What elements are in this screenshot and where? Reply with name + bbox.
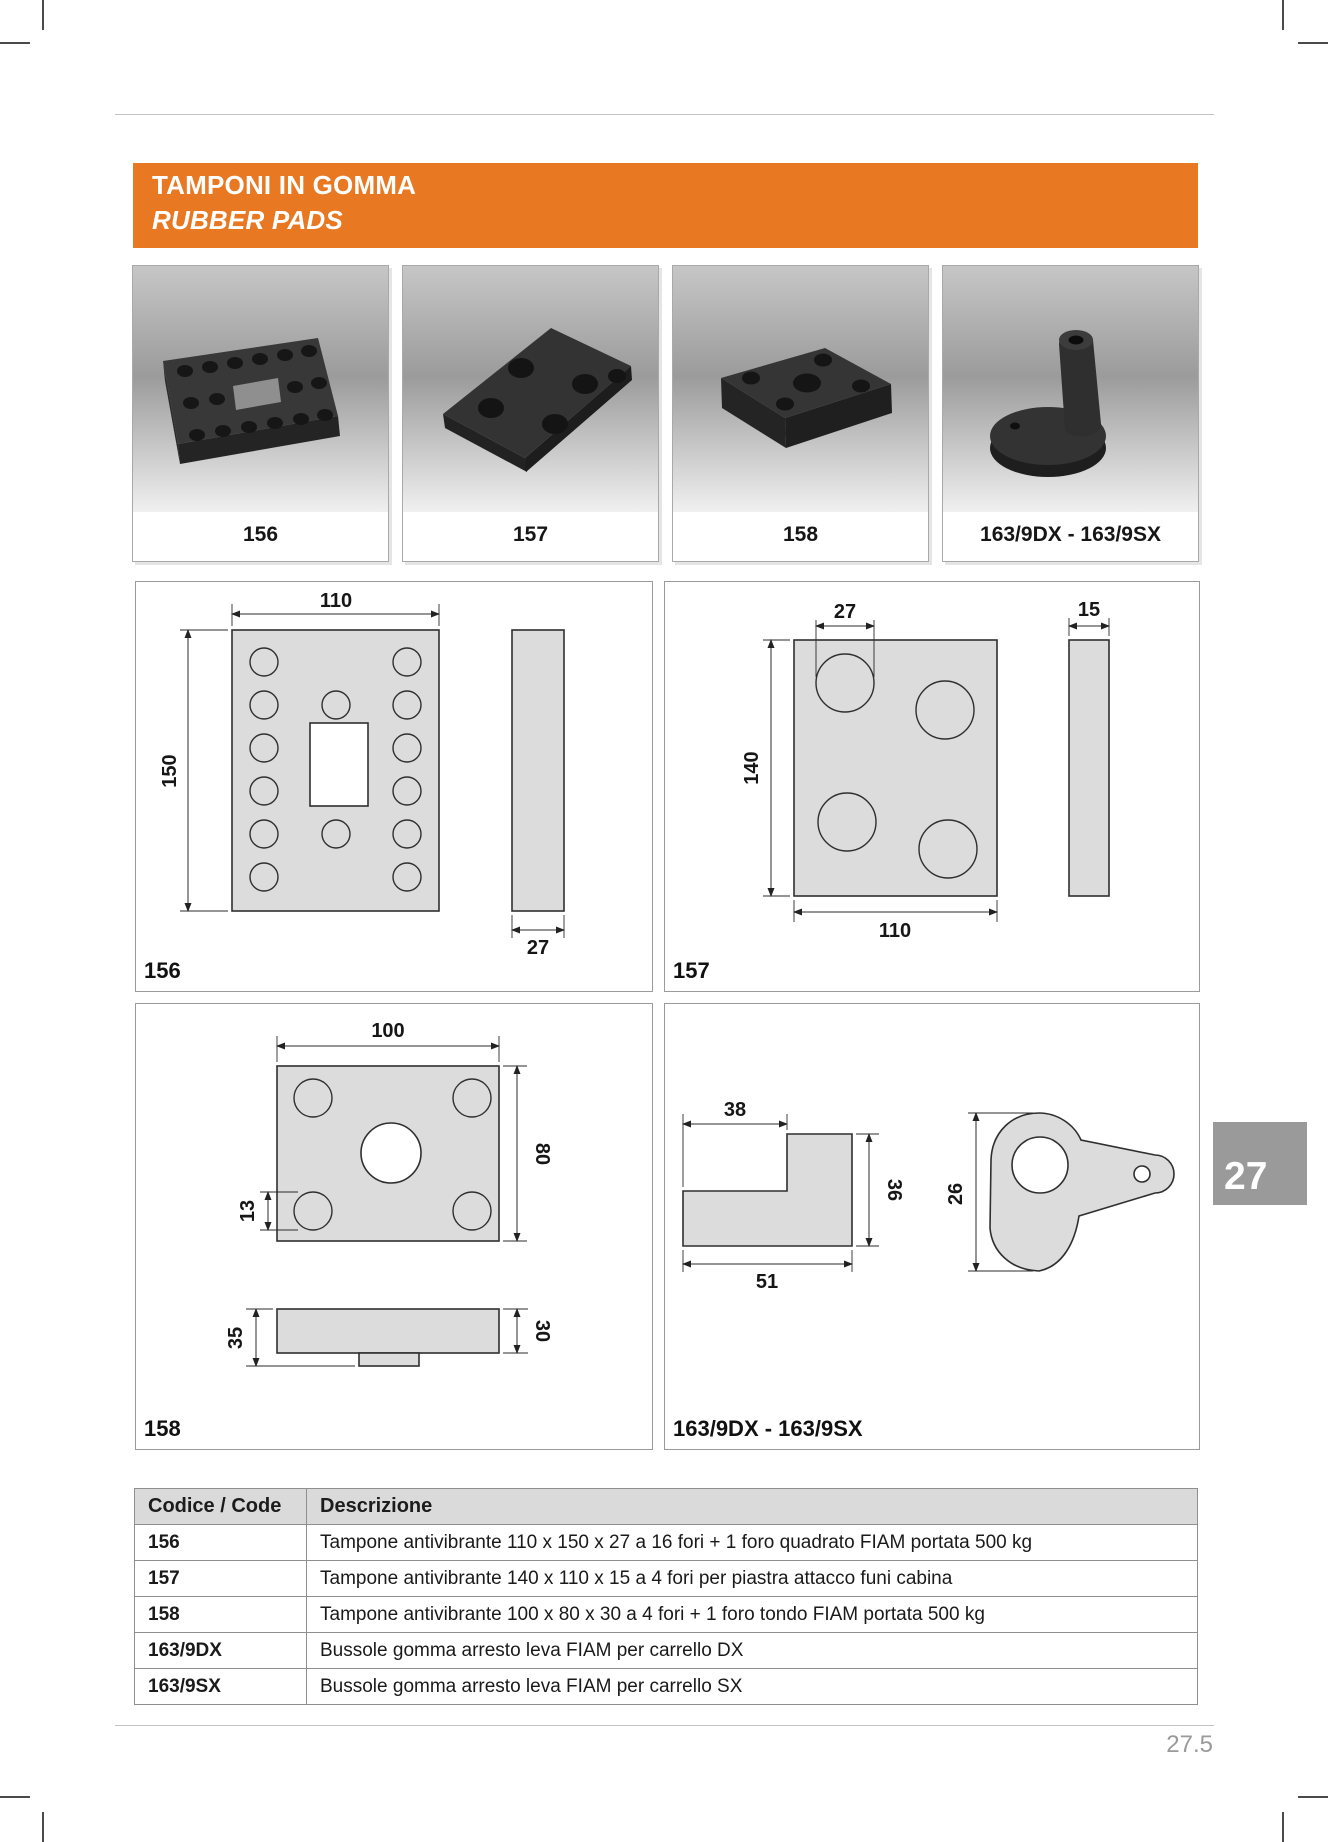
dim-label-hole: 27 bbox=[833, 601, 857, 623]
dim-label-thickness: 15 bbox=[1077, 599, 1101, 621]
photo-illustration-158 bbox=[673, 266, 928, 512]
side-view-157 bbox=[1069, 640, 1109, 896]
center-hole bbox=[361, 1123, 421, 1183]
dim-label-offset: 13 bbox=[237, 1199, 259, 1223]
row-code: 157 bbox=[135, 1561, 307, 1597]
crop-mark bbox=[0, 42, 30, 44]
square-hole bbox=[310, 723, 368, 806]
row-description: Bussole gomma arresto leva FIAM per carrello SX bbox=[307, 1669, 1198, 1705]
product-photo-box-158 bbox=[672, 265, 929, 562]
dim-label-width: 100 bbox=[371, 1020, 405, 1042]
crop-mark bbox=[42, 1812, 44, 1842]
product-photo-158 bbox=[673, 266, 928, 512]
table-row bbox=[135, 1669, 1198, 1705]
product-photo-box-163 bbox=[942, 265, 1199, 562]
drawing-box-157 bbox=[664, 581, 1200, 992]
product-code-caption: 156 bbox=[133, 513, 388, 561]
pin-hole bbox=[1134, 1166, 1150, 1182]
front-view-156 bbox=[232, 630, 439, 911]
row-description: Bussole gomma arresto leva FIAM per carrello DX bbox=[307, 1633, 1198, 1669]
dimension-80 bbox=[503, 1066, 553, 1241]
dim-label-top: 38 bbox=[723, 1099, 747, 1121]
technical-drawing-156 bbox=[136, 582, 650, 989]
header-rule bbox=[115, 114, 1214, 115]
dimension-51 bbox=[683, 1250, 852, 1293]
dim-label-height: 150 bbox=[159, 754, 181, 788]
photo-illustration-163 bbox=[943, 266, 1198, 512]
dim-label-side: 36 bbox=[883, 1178, 905, 1202]
dimension-30 bbox=[503, 1309, 553, 1353]
dimension-110 bbox=[232, 590, 439, 626]
dimension-100 bbox=[277, 1020, 499, 1062]
table-row bbox=[135, 1525, 1198, 1561]
dim-label-width: 110 bbox=[319, 590, 353, 612]
dimension-140 bbox=[741, 640, 790, 896]
drawing-label: 163/9DX - 163/9SX bbox=[673, 1416, 863, 1441]
product-photo-box-156 bbox=[132, 265, 389, 562]
crop-mark bbox=[0, 1796, 30, 1798]
drawing-label: 156 bbox=[144, 958, 181, 983]
section-title-italian: TAMPONI IN GOMMA bbox=[152, 170, 417, 200]
table-row bbox=[135, 1561, 1198, 1597]
drawing-label: 158 bbox=[144, 1416, 181, 1441]
product-photo-163 bbox=[943, 266, 1198, 512]
front-view-157 bbox=[794, 640, 997, 896]
dim-label-pad-height: 30 bbox=[531, 1319, 553, 1343]
technical-drawing-163 bbox=[665, 1004, 1197, 1447]
dim-label-thickness: 27 bbox=[526, 937, 550, 959]
row-description: Tampone antivibrante 100 x 80 x 30 a 4 fori + 1 foro tondo FIAM portata 500 kg bbox=[307, 1597, 1198, 1633]
lever-hole bbox=[1012, 1137, 1068, 1193]
top-view-158 bbox=[277, 1066, 499, 1241]
drawing-box-163 bbox=[664, 1003, 1200, 1450]
dim-label-bottom: 51 bbox=[755, 1271, 779, 1293]
row-description: Tampone antivibrante 110 x 150 x 27 a 16 fori + 1 foro quadrato FIAM portata 500 kg bbox=[307, 1525, 1198, 1561]
side-view-156 bbox=[512, 630, 564, 911]
dimension-150 bbox=[159, 630, 228, 911]
product-photo-156 bbox=[133, 266, 388, 512]
page-number: 27.5 bbox=[1166, 1731, 1213, 1758]
row-code: 156 bbox=[135, 1525, 307, 1561]
technical-drawing-158 bbox=[136, 1004, 650, 1447]
column-header-code: Codice / Code bbox=[135, 1489, 307, 1525]
table-row bbox=[135, 1597, 1198, 1633]
dim-label-height: 140 bbox=[741, 751, 763, 785]
row-code: 163/9DX bbox=[135, 1633, 307, 1669]
side-view-158 bbox=[277, 1309, 499, 1366]
product-code-caption: 158 bbox=[673, 513, 928, 561]
dimension-27 bbox=[512, 915, 564, 959]
column-header-description: Descrizione bbox=[307, 1489, 1198, 1525]
dim-label-width: 110 bbox=[878, 920, 912, 942]
front-view-163 bbox=[990, 1113, 1174, 1271]
product-photo-box-157 bbox=[402, 265, 659, 562]
crop-mark bbox=[1298, 1796, 1328, 1798]
product-code-caption: 157 bbox=[403, 513, 658, 561]
row-code: 163/9SX bbox=[135, 1669, 307, 1705]
dimension-15 bbox=[1069, 599, 1109, 636]
drawing-box-156 bbox=[135, 581, 653, 992]
crop-mark bbox=[1298, 42, 1328, 44]
dimension-38 bbox=[683, 1099, 787, 1187]
side-view-163 bbox=[683, 1134, 852, 1246]
photo-illustration-156 bbox=[133, 266, 388, 512]
drawing-box-158 bbox=[135, 1003, 653, 1450]
photo-illustration-157 bbox=[403, 266, 658, 512]
technical-drawing-157 bbox=[665, 582, 1197, 989]
product-photo-157 bbox=[403, 266, 658, 512]
drawing-label: 157 bbox=[673, 958, 710, 983]
footer-rule bbox=[115, 1725, 1214, 1726]
section-title-english: RUBBER PADS bbox=[152, 205, 343, 235]
chapter-tab bbox=[1213, 1122, 1307, 1205]
table-header-row bbox=[135, 1489, 1198, 1525]
crop-mark bbox=[1282, 0, 1284, 30]
row-description: Tampone antivibrante 140 x 110 x 15 a 4 fori per piastra attacco funi cabina bbox=[307, 1561, 1198, 1597]
crop-mark bbox=[42, 0, 44, 30]
dimension-110 bbox=[794, 900, 997, 942]
section-banner bbox=[133, 163, 1198, 248]
crop-mark bbox=[1282, 1812, 1284, 1842]
product-code-caption: 163/9DX - 163/9SX bbox=[943, 513, 1198, 561]
dim-label-height: 80 bbox=[531, 1142, 553, 1166]
dim-label-height: 26 bbox=[945, 1182, 967, 1206]
dimension-36 bbox=[856, 1134, 905, 1246]
spec-table bbox=[134, 1488, 1198, 1705]
chapter-number: 27 bbox=[1224, 1155, 1268, 1198]
dim-label-total-height: 35 bbox=[225, 1326, 247, 1350]
table-row bbox=[135, 1633, 1198, 1669]
row-code: 158 bbox=[135, 1597, 307, 1633]
